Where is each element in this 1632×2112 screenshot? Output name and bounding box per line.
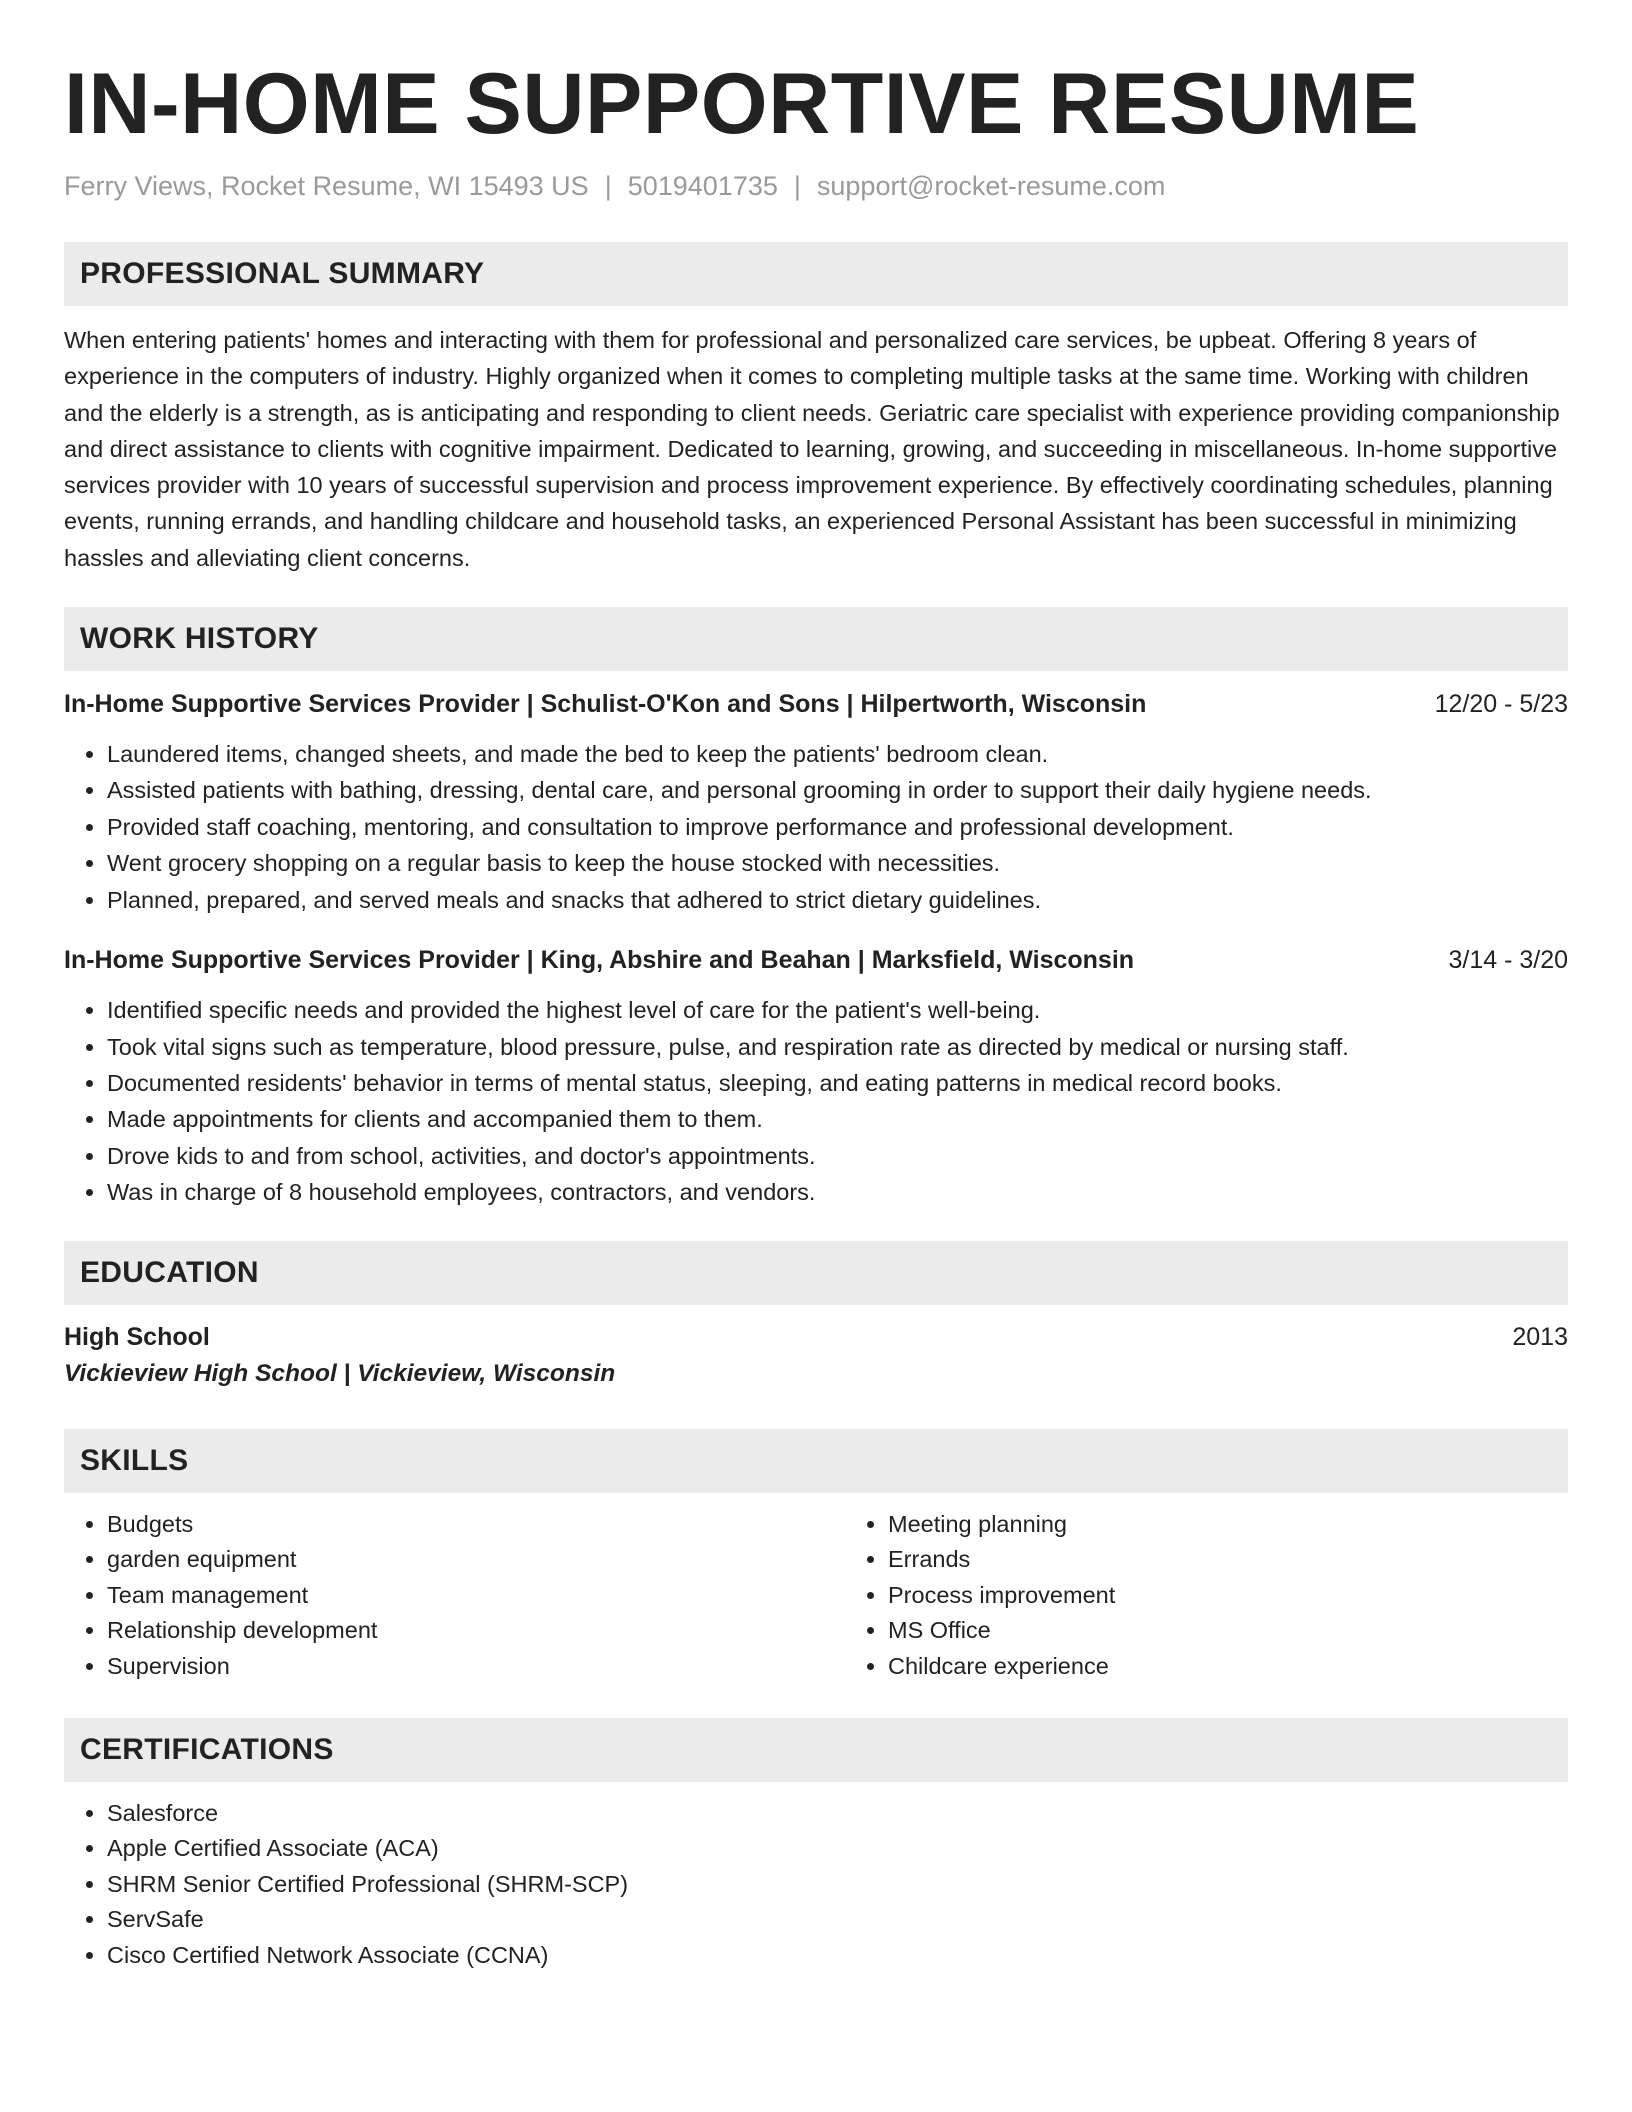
section-heading-certifications: CERTIFICATIONS xyxy=(64,1718,1568,1782)
job-bullet: • Took vital signs such as temperature, blood pressure, pulse, and respiration rate as directed by medical or nursing staff. xyxy=(107,1029,1568,1065)
job-bullet: • Drove kids to and from school, activities, and doctor's appointments. xyxy=(107,1138,1568,1174)
job-bullet: • Documented residents' behavior in terms of mental status, sleeping, and eating patterns in medical record books. xyxy=(107,1065,1568,1101)
certification-item: • ServSafe xyxy=(107,1902,1568,1938)
contact-separator: | xyxy=(793,171,801,201)
section-heading-summary: PROFESSIONAL SUMMARY xyxy=(64,242,1568,306)
job-bullet: • Planned, prepared, and served meals and snacks that adhered to strict dietary guidelines. xyxy=(107,882,1568,918)
skills-column-right xyxy=(845,1507,1568,1685)
contact-email: support@rocket-resume.com xyxy=(816,171,1166,201)
job-header xyxy=(64,942,1568,978)
certifications-list xyxy=(64,1796,1568,1974)
job-bullet-list xyxy=(64,992,1568,1210)
job-header xyxy=(64,686,1568,722)
job-dates: 12/20 - 5/23 xyxy=(1434,690,1568,719)
skill-item: • Meeting planning xyxy=(888,1507,1568,1543)
job-bullet: • Laundered items, changed sheets, and made the bed to keep the patients' bedroom clean. xyxy=(107,736,1568,772)
job-title: In-Home Supportive Services Provider | King, Abshire and Beahan | Marksfield, Wisconsin xyxy=(64,946,1135,975)
job-bullet: • Made appointments for clients and accompanied them to them. xyxy=(107,1101,1568,1137)
certification-item: • Cisco Certified Network Associate (CCNA) xyxy=(107,1938,1568,1974)
skill-item: • Relationship development xyxy=(107,1613,845,1649)
section-heading-skills: SKILLS xyxy=(64,1429,1568,1493)
education-school: Vickieview High School | Vickieview, Wisconsin xyxy=(64,1359,616,1387)
education-entry xyxy=(64,1319,1568,1393)
job-bullet: • Went grocery shopping on a regular basis to keep the house stocked with necessities. xyxy=(107,845,1568,881)
job-title: In-Home Supportive Services Provider | Schulist-O'Kon and Sons | Hilpertworth, Wisconsin xyxy=(64,690,1147,719)
job-dates: 3/14 - 3/20 xyxy=(1448,946,1568,975)
education-degree: High School xyxy=(64,1322,210,1351)
education-year: 2013 xyxy=(1512,1322,1568,1351)
certification-item: • SHRM Senior Certified Professional (SHRM-SCP) xyxy=(107,1867,1568,1903)
job-bullet: • Assisted patients with bathing, dressing, dental care, and personal grooming in order to support their daily hygiene needs. xyxy=(107,772,1568,808)
skill-item: • Team management xyxy=(107,1578,845,1614)
job-bullet-list xyxy=(64,736,1568,918)
skill-item: • Childcare experience xyxy=(888,1649,1568,1685)
contact-phone: 5019401735 xyxy=(627,171,778,201)
skill-item: • Errands xyxy=(888,1542,1568,1578)
skills-column-left xyxy=(64,1507,845,1685)
skill-item: • MS Office xyxy=(888,1613,1568,1649)
job-entry xyxy=(64,686,1568,918)
job-bullet: • Identified specific needs and provided the highest level of care for the patient's well-being. xyxy=(107,992,1568,1028)
certification-item: • Salesforce xyxy=(107,1796,1568,1832)
job-bullet: • Provided staff coaching, mentoring, and consultation to improve performance and professional development. xyxy=(107,809,1568,845)
resume-name: IN-HOME SUPPORTIVE RESUME xyxy=(64,56,1420,152)
job-entry xyxy=(64,942,1568,1210)
skill-item: • Budgets xyxy=(107,1507,845,1543)
education-header xyxy=(64,1319,1568,1355)
certification-item: • Apple Certified Associate (ACA) xyxy=(107,1831,1568,1867)
job-bullet: • Was in charge of 8 household employees, contractors, and vendors. xyxy=(107,1174,1568,1210)
summary-text: When entering patients' homes and interacting with them for professional and personalized care services, be upbeat. Offering 8 years of experience in the computers of industry. Highly organized when it comes to completing multiple tasks at the same time. Working with children and the elderly is a strength, as is anticipating and responding to client needs. Geriatric care specialist with experience providing companionship and direct assistance to clients with cognitive impairment. Dedicated to learning, growing, and succeeding in miscellaneous. In-home supportive services provider with 10 years of successful supervision and process improvement experience. By effectively coordinating schedules, planning events, running errands, and handling childcare and household tasks, an experienced Personal Assistant has been successful in minimizing hassles and alleviating client concerns. xyxy=(64,327,1560,571)
skill-item: • Supervision xyxy=(107,1649,845,1685)
skills-grid xyxy=(64,1507,1568,1685)
contact-line xyxy=(64,168,1568,204)
section-heading-education: EDUCATION xyxy=(64,1241,1568,1305)
skill-item: • garden equipment xyxy=(107,1542,845,1578)
section-heading-work-history: WORK HISTORY xyxy=(64,607,1568,671)
contact-separator: | xyxy=(604,171,612,201)
contact-address: Ferry Views, Rocket Resume, WI 15493 US xyxy=(64,171,589,201)
skill-item: • Process improvement xyxy=(888,1578,1568,1614)
